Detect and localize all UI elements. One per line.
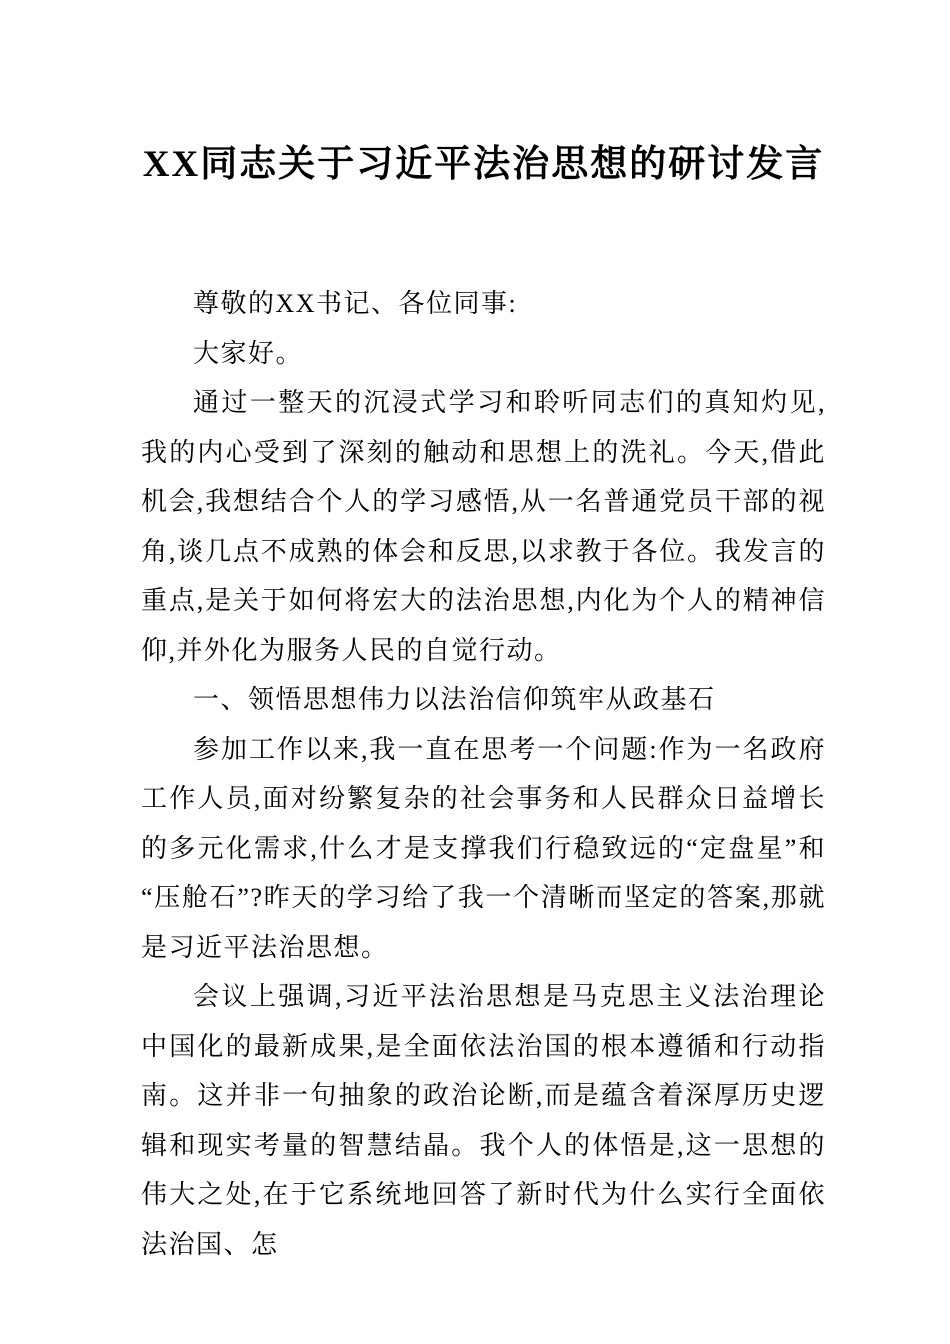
body-paragraph: 参加工作以来,我一直在思考一个问题:作为一名政府工作人员,面对纷繁复杂的社会事务和人民群众日益增长的多元化需求,什么才是支撑我们行稳致远的“定盘星”和“压舱石”?昨天的学习给了我一个清晰而坚定的答案,那就是习近平法治思想。	[141, 734, 826, 962]
body-paragraph: 会议上强调,习近平法治思想是马克思主义法治理论中国化的最新成果,是全面依法治国的根本遵循和行动指南。这并非一句抽象的政治论断,而是蕴含着深厚历史逻辑和现实考量的智慧结晶。我个人的体悟是,这一思想的伟大之处,在于它系统地回答了新时代为什么实行全面依法治国、怎	[141, 982, 826, 1259]
section-heading: 一、领悟思想伟力以法治信仰筑牢从政基石	[193, 685, 716, 714]
intro-paragraph: 通过一整天的沉浸式学习和聆听同志们的真知灼见,我的内心受到了深刻的触动和思想上的洗礼。今天,借此机会,我想结合个人的学习感悟,从一名普通党员干部的视角,谈几点不成熟的体会和反思,以求教于各位。我发言的重点,是关于如何将宏大的法治思想,内化为个人的精神信仰,并外化为服务人民的自觉行动。	[141, 388, 826, 665]
salutation-paragraph: 尊敬的XX书记、各位同事:	[193, 289, 518, 318]
greeting-paragraph: 大家好。	[193, 338, 304, 368]
document-title: XX同志关于习近平法治思想的研讨发言	[142, 144, 825, 185]
document-body	[141, 279, 826, 1269]
